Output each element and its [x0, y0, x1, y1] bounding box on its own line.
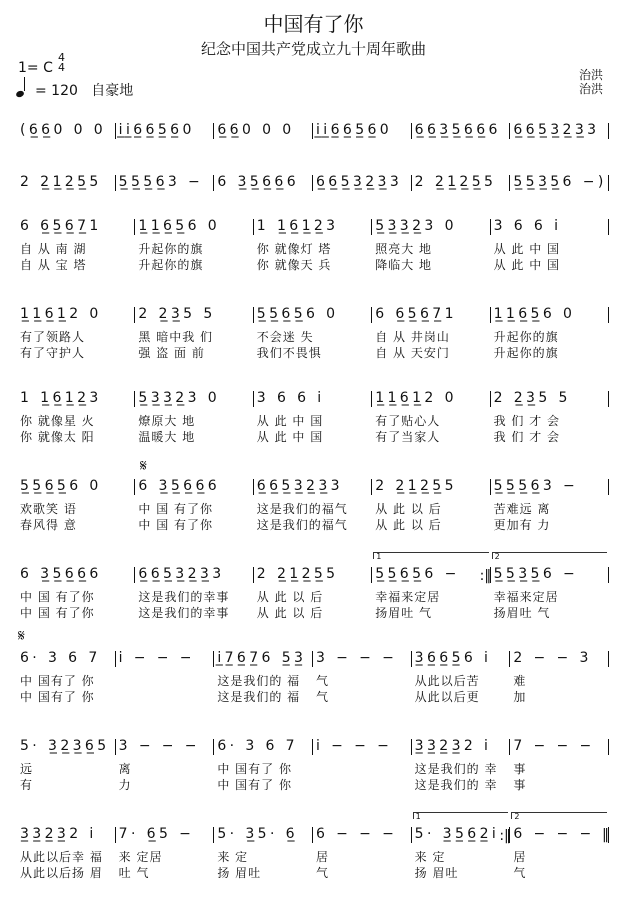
measure-notes: 1̲1̲6̲1̲2 0 — [20, 306, 102, 322]
barline — [134, 567, 135, 583]
measure-notes: 5̲3̲3̲2̲3 0 — [375, 218, 457, 234]
lyric-word: 降临大 地 — [375, 258, 433, 272]
final-barline: ‖ — [602, 827, 609, 843]
volta-bracket: 2 — [492, 552, 607, 559]
barline — [509, 175, 510, 191]
barline — [213, 175, 214, 191]
lyric-word: 从此以后更 — [414, 690, 480, 704]
song-subtitle: 纪念中国共产党成立九十周年歌曲 — [200, 40, 426, 58]
lyric-word: 你 就像天 兵 — [256, 258, 332, 272]
tempo-value: = 120 — [35, 83, 78, 99]
lyric-word: 有了领路人 — [20, 330, 86, 344]
barline — [253, 479, 254, 495]
barline — [312, 175, 313, 191]
barline — [213, 651, 214, 667]
volta-bracket: 1 — [413, 812, 509, 819]
lyric-word: 你 就像太 阳 — [20, 430, 95, 444]
key-signature: 1= C — [18, 60, 53, 76]
lyric-word: 这是我们的福气 — [256, 502, 348, 516]
barline — [411, 827, 412, 843]
lyric-line — [0, 848, 627, 864]
measure-notes: 2 2̲3̲5 5 — [493, 390, 571, 406]
measure-notes: 2 2̲1̲2̲5̲5 — [20, 174, 102, 190]
measure-notes: 6̲6̲5̲3̲2̲3̲3 — [138, 566, 225, 582]
lyric-line — [0, 672, 627, 688]
lyric-word: 远 — [20, 762, 34, 776]
lyric-line — [0, 760, 627, 776]
lyric-word: 强 盗 面 前 — [138, 346, 205, 360]
lyric-word: 扬眉吐 气 — [493, 606, 551, 620]
lyric-line — [0, 344, 627, 360]
lyric-word: 自 从 宝 塔 — [20, 258, 87, 272]
melody-row — [0, 390, 627, 410]
measure-notes: 6 6̲5̲6̲7̲1 — [20, 218, 102, 234]
measure-notes: 5̲5̲3̲5̲6 − — [493, 566, 579, 582]
measure-notes: 5· 3̲2̲3̲6̲5 — [20, 738, 110, 754]
measure-notes: 6̲6̲5̲3̲2̲3̲3 — [316, 174, 403, 190]
lyric-word: 吐 气 — [118, 866, 150, 880]
lyric-word: 有了守护人 — [20, 346, 86, 360]
barline — [608, 123, 609, 139]
lyric-word: 黑 暗中我 们 — [138, 330, 214, 344]
melody-row — [0, 650, 627, 670]
lyric-word: 气 — [513, 866, 527, 880]
barline — [490, 391, 491, 407]
lyric-word: 事 — [513, 778, 527, 792]
lyric-word: 苦难远 离 — [493, 502, 551, 516]
measure-notes: 1 1̲6̲1̲2̲3 — [20, 390, 102, 406]
barline — [371, 567, 372, 583]
volta-bracket: 1 — [373, 552, 488, 559]
lyric-word: 气 — [316, 690, 330, 704]
barline — [509, 123, 510, 139]
measure-notes: 2 2̲1̲2̲5̲5 — [414, 174, 497, 190]
lyric-word: 中 国有了 你 — [20, 690, 95, 704]
lyric-word: 从 此 以 后 — [256, 590, 324, 604]
barline — [411, 123, 412, 139]
lyric-word: 从 此 以 后 — [256, 606, 324, 620]
lyric-word: 你 就像灯 塔 — [256, 242, 332, 256]
lyric-word: 我 们 才 会 — [493, 430, 561, 444]
lyric-word: 这是我们的福气 — [256, 518, 348, 532]
measure-notes: 6· 3 6 7 — [217, 738, 298, 754]
lyric-line — [0, 256, 627, 272]
barline — [213, 739, 214, 755]
lyric-line — [0, 516, 627, 532]
lyric-line — [0, 500, 627, 516]
barline — [608, 651, 609, 667]
lyric-word: 扬眉吐 气 — [375, 606, 433, 620]
barline — [411, 651, 412, 667]
measure-notes: (6̲6̲0 0 0 — [20, 122, 107, 138]
melody-row — [0, 826, 627, 846]
barline — [312, 827, 313, 843]
barline — [608, 567, 609, 583]
measure-notes: 2 2̲1̲2̲5̲5 — [256, 566, 339, 582]
lyric-word: 升起你的旗 — [138, 258, 204, 272]
measure-notes: 5̲5̲5̲6̲3 − — [493, 478, 579, 494]
expression-mark: 自豪地 — [91, 83, 134, 99]
lyric-word: 我们不畏惧 — [256, 346, 322, 360]
barline — [253, 391, 254, 407]
measure-notes: 7· 6̲5 − — [118, 826, 195, 842]
lyric-word: 照亮大 地 — [375, 242, 433, 256]
barline — [371, 479, 372, 495]
barline — [134, 479, 135, 495]
segno-icon: 𝄋 — [18, 626, 25, 645]
repeat-sign: :‖ — [479, 568, 492, 584]
song-title: 中国有了你 — [263, 12, 364, 36]
lyric-word: 燎原大 地 — [138, 414, 196, 428]
barline — [509, 739, 510, 755]
barline — [115, 123, 116, 139]
time-signature — [58, 53, 65, 73]
lyric-word: 有 — [20, 778, 34, 792]
lyric-word: 从此以后扬 眉 — [20, 866, 103, 880]
lyric-word: 事 — [513, 762, 527, 776]
measure-notes: 2 − − 3 — [513, 650, 592, 666]
measure-notes: 6 3̲5̲6̲6̲6 — [217, 174, 300, 190]
lyric-word: 居 — [316, 850, 330, 864]
melody-row — [0, 174, 627, 194]
lyric-word: 从此以后苦 — [414, 674, 480, 688]
lyric-word: 从 此 中 国 — [493, 258, 561, 272]
measure-notes: 1̲1̲6̲1̲2 0 — [375, 390, 457, 406]
lyric-line — [0, 588, 627, 604]
measure-notes: 1̲1̲6̲5̲6 0 — [493, 306, 576, 322]
lyric-word: 离 — [118, 762, 132, 776]
measure-notes: 5̲3̲3̲2̲3 0 — [138, 390, 221, 406]
note-stem — [24, 77, 25, 91]
tempo-marking — [16, 80, 133, 100]
barline — [371, 219, 372, 235]
lyric-word: 升起你的旗 — [138, 242, 204, 256]
lyric-word: 升起你的旗 — [493, 346, 559, 360]
lyric-line — [0, 240, 627, 256]
barline — [490, 219, 491, 235]
lyric-word: 你 就像星 火 — [20, 414, 95, 428]
lyric-word: 从 此 中 国 — [256, 414, 324, 428]
measure-notes: 5̲5̲5̲6̲3 − — [118, 174, 204, 190]
barline — [134, 219, 135, 235]
lyric-word: 扬 眉吐 — [414, 866, 459, 880]
measure-notes: 3 6 6 i — [493, 218, 562, 234]
lyric-word: 这是我们的幸事 — [138, 606, 230, 620]
measure-notes: 6̲6̲5̲3̲2̲3̲3 — [256, 478, 343, 494]
measure-notes: 5̲5̲6̲5̲6 − — [375, 566, 460, 582]
lyric-line — [0, 328, 627, 344]
lyric-word: 中 国有了 你 — [217, 762, 292, 776]
melody-row — [0, 738, 627, 758]
lyric-word: 有了贴心人 — [375, 414, 441, 428]
lyric-word: 幸福来定居 — [375, 590, 441, 604]
barline — [411, 175, 412, 191]
lyric-word: 加 — [513, 690, 527, 704]
barline — [608, 739, 609, 755]
measure-notes: 5· 3̲5̲6̲2̲i — [414, 826, 500, 842]
measure-notes: 5̲5̲3̲5̲6 −) — [513, 174, 607, 190]
lyric-word: 这是我们的 幸 — [414, 762, 498, 776]
time-signature-top: 4 — [58, 51, 65, 64]
measure-notes: 3̲6̲6̲5̲6 i — [414, 650, 492, 666]
barline — [371, 391, 372, 407]
lyric-word: 自 从 天安门 — [375, 346, 450, 360]
measure-notes: 6· 3 6 7 — [20, 650, 101, 666]
credits — [579, 68, 603, 96]
barline — [490, 307, 491, 323]
measure-notes: 6 6̲5̲6̲7̲1 — [375, 306, 457, 322]
barline — [253, 567, 254, 583]
lyric-line — [0, 776, 627, 792]
repeat-sign: :‖ — [499, 828, 512, 844]
barline — [608, 175, 609, 191]
barline — [134, 391, 135, 407]
lyric-word: 有了当家人 — [375, 430, 441, 444]
lyric-line — [0, 688, 627, 704]
measure-notes: i̲i̲6̲6̲5̲6̲0 — [316, 122, 393, 138]
melody-row — [0, 306, 627, 326]
lyric-word: 来 定 — [414, 850, 446, 864]
measure-notes: 2 2̲3̲5 5 — [138, 306, 216, 322]
lyric-word: 中 国 有了你 — [138, 518, 214, 532]
measure-notes: 3 6 6 i — [256, 390, 325, 406]
measure-notes: 6 − − − — [316, 826, 398, 842]
lyric-word: 欢歌笑 语 — [20, 502, 77, 516]
lyricist: 治洪 — [578, 68, 603, 82]
melody-row — [0, 566, 627, 586]
barline — [213, 123, 214, 139]
measure-notes: 1̲1̲6̲5̲6 0 — [138, 218, 221, 234]
barline — [253, 219, 254, 235]
barline — [115, 175, 116, 191]
measure-notes: i̲i̲6̲6̲5̲6̲0 — [118, 122, 195, 138]
measure-notes: 3̲3̲2̲3̲2 i — [414, 738, 492, 754]
barline — [411, 739, 412, 755]
lyric-line — [0, 412, 627, 428]
barline — [312, 651, 313, 667]
measure-notes: 1 1̲6̲1̲2̲3 — [256, 218, 339, 234]
lyric-word: 从 此 以 后 — [375, 518, 442, 532]
lyric-word: 扬 眉吐 — [217, 866, 262, 880]
lyric-word: 来 定居 — [118, 850, 163, 864]
measure-notes: 6 3̲5̲6̲6̲6 — [138, 478, 221, 494]
lyric-word: 这是我们的幸事 — [138, 590, 230, 604]
barline — [253, 307, 254, 323]
lyric-word: 难 — [513, 674, 527, 688]
lyric-line — [0, 428, 627, 444]
lyric-word: 更加有 力 — [493, 518, 551, 532]
measure-notes: 5̲5̲6̲5̲6 0 — [256, 306, 339, 322]
barline — [115, 827, 116, 843]
measure-notes: 7 − − − — [513, 738, 595, 754]
lyric-word: 中 国有了 你 — [20, 674, 95, 688]
lyric-word: 这是我们的 福 — [217, 690, 301, 704]
melody-row — [0, 122, 627, 142]
melody-row — [0, 478, 627, 498]
barline — [115, 651, 116, 667]
barline — [608, 391, 609, 407]
segno-icon: 𝄋 — [140, 456, 147, 475]
composer: 治洪 — [578, 82, 603, 96]
lyric-line — [0, 604, 627, 620]
barline — [608, 219, 609, 235]
lyric-word: 从 此 以 后 — [375, 502, 442, 516]
barline — [509, 651, 510, 667]
lyric-word: 温暖大 地 — [138, 430, 196, 444]
quarter-note-icon — [15, 90, 25, 98]
lyric-word: 来 定 — [217, 850, 249, 864]
lyric-word: 居 — [513, 850, 527, 864]
measure-notes: 6̲6̲5̲3̲2̲3̲3 — [513, 122, 600, 138]
lyric-word: 从 此 中 国 — [493, 242, 561, 256]
lyric-word: 幸福来定居 — [493, 590, 559, 604]
barline — [115, 739, 116, 755]
barline — [371, 307, 372, 323]
measure-notes: 6 3̲5̲6̲6̲6 — [20, 566, 102, 582]
lyric-word: 气 — [316, 866, 330, 880]
barline — [490, 479, 491, 495]
measure-notes: 6 − − − — [513, 826, 595, 842]
measure-notes: 5· 3̲5· 6̲ — [217, 826, 298, 842]
lyric-word: 气 — [316, 674, 330, 688]
lyric-line — [0, 864, 627, 880]
lyric-word: 从此以后幸 福 — [20, 850, 103, 864]
lyric-word: 中 国 有了你 — [138, 502, 214, 516]
barline — [134, 307, 135, 323]
volta-bracket: 2 — [511, 812, 607, 819]
lyric-word: 升起你的旗 — [493, 330, 559, 344]
barline — [608, 307, 609, 323]
measure-notes: 6̲6̲0 0 0 — [217, 122, 295, 138]
lyric-word: 中 国 有了你 — [20, 606, 95, 620]
measure-notes: i − − − — [118, 650, 195, 666]
barline — [608, 479, 609, 495]
lyric-word: 我 们 才 会 — [493, 414, 561, 428]
measure-notes: i̲7̲6̲7̲6 5̲3̲ — [217, 650, 307, 666]
measure-notes: 5̲5̲6̲5̲6 0 — [20, 478, 102, 494]
time-signature-bottom: 4 — [58, 61, 65, 74]
melody-row — [0, 218, 627, 238]
measure-notes: 3̲3̲2̲3̲2 i — [20, 826, 97, 842]
lyric-word: 从 此 中 国 — [256, 430, 324, 444]
measure-notes: 3 − − − — [316, 650, 398, 666]
lyric-word: 中 国有了 你 — [217, 778, 292, 792]
lyric-word: 力 — [118, 778, 132, 792]
measure-notes: 6̲6̲3̲5̲6̲6̲6 — [414, 122, 501, 138]
lyric-word: 不会迷 失 — [256, 330, 314, 344]
measure-notes: 2 2̲1̲2̲5̲5 — [375, 478, 457, 494]
lyric-word: 自 从 井岗山 — [375, 330, 450, 344]
measure-notes: 3 − − − — [118, 738, 200, 754]
barline — [312, 123, 313, 139]
lyric-word: 这是我们的 幸 — [414, 778, 498, 792]
lyric-word: 春风得 意 — [20, 518, 77, 532]
lyric-word: 这是我们的 福 — [217, 674, 301, 688]
lyric-word: 自 从 南 湖 — [20, 242, 87, 256]
measure-notes: i − − − — [316, 738, 393, 754]
barline — [312, 739, 313, 755]
barline — [213, 827, 214, 843]
lyric-word: 中 国 有了你 — [20, 590, 95, 604]
